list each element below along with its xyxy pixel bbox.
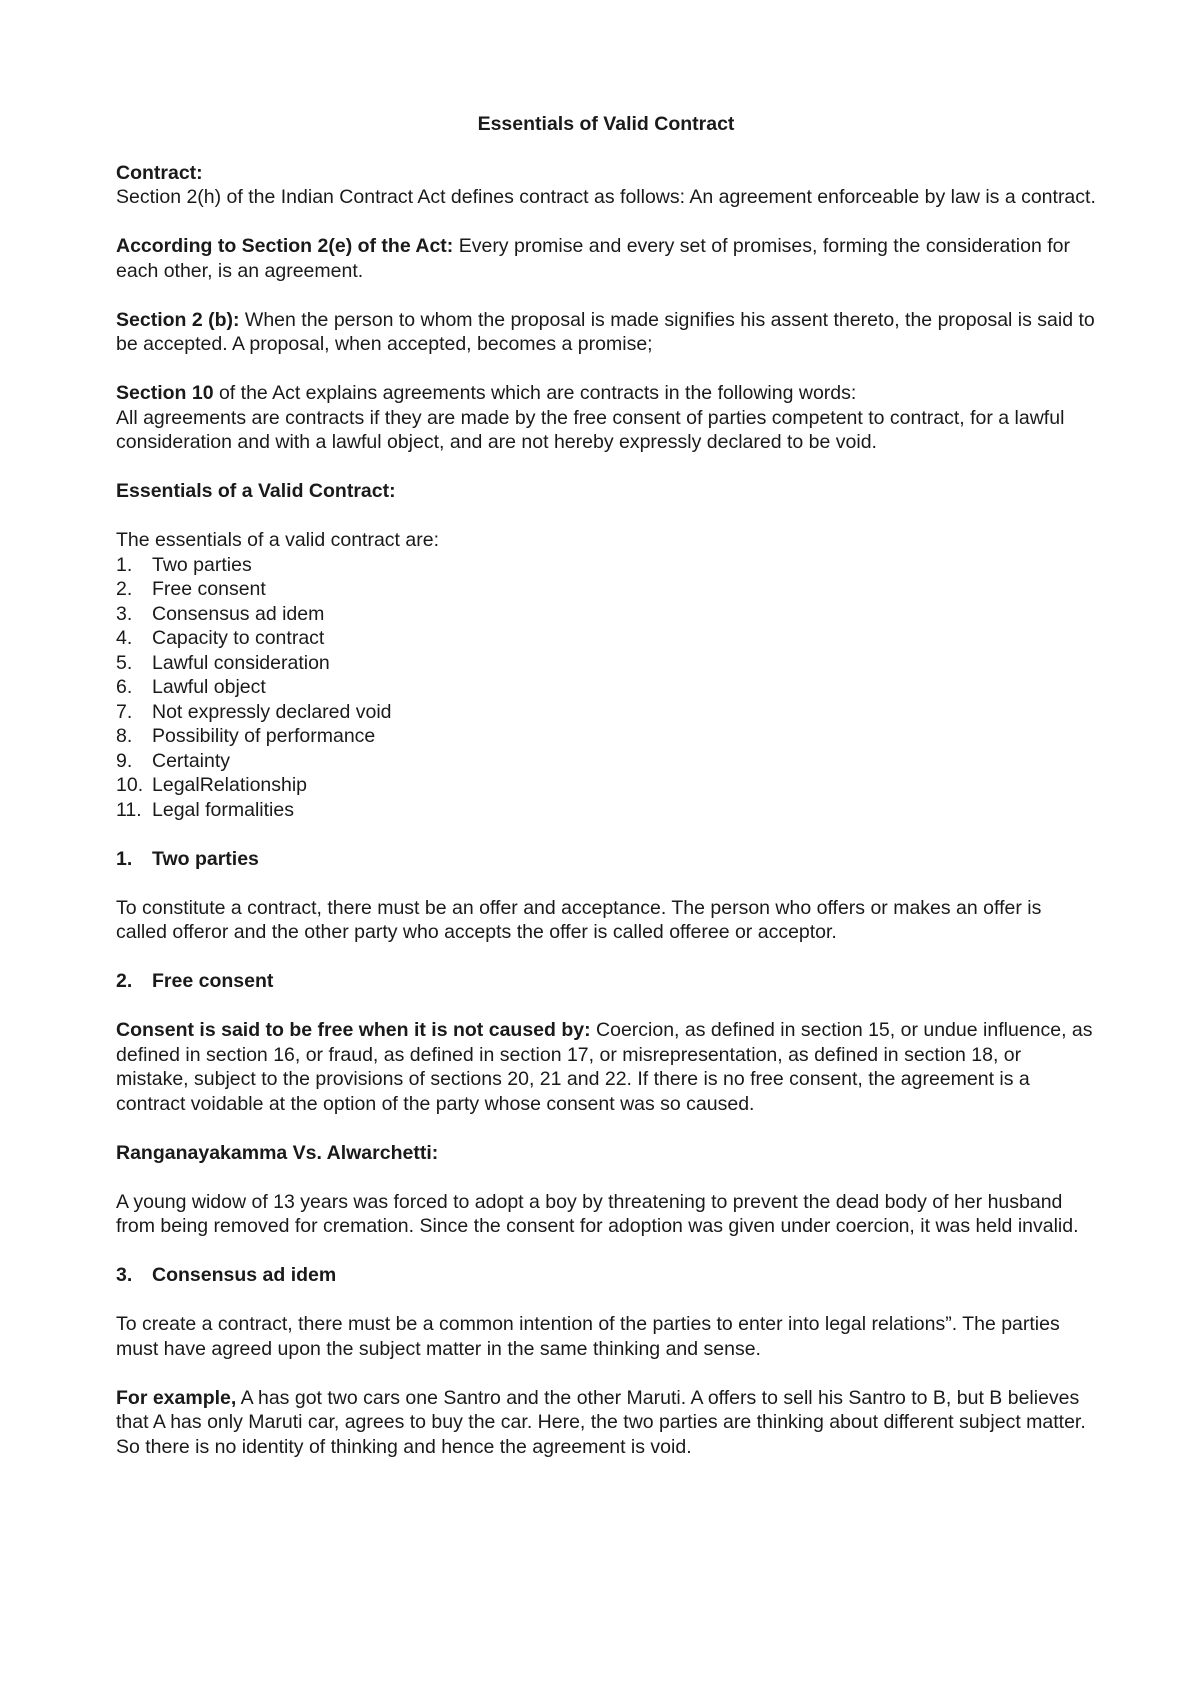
section-title: Consensus ad idem [152, 1264, 337, 1286]
list-item-label: Two parties [152, 553, 252, 576]
list-item [116, 577, 1096, 602]
list-item [116, 749, 1096, 774]
list-item-number: 5. [116, 651, 133, 674]
list-item-label: Lawful object [152, 676, 266, 698]
list-item [116, 724, 1096, 749]
section-title: Two parties [152, 847, 259, 870]
list-item-label: LegalRelationship [152, 774, 308, 796]
case-text: A young widow of 13 years was forced to adopt a boy by threatening to prevent the dead body of her husband from being removed for cremation. Since the consent for adoption was given under coercion, it was held invalid. [116, 1190, 1079, 1237]
document-title: Essentials of Valid Contract [477, 113, 735, 135]
section-2e-paragraph [116, 234, 1096, 283]
contract-heading: Contract: [116, 161, 203, 184]
list-item [116, 626, 1096, 651]
list-item-label: Certainty [152, 749, 231, 772]
list-item [116, 798, 1096, 823]
list-item-label: Legal formalities [152, 798, 294, 821]
document-page [116, 112, 1096, 1484]
list-item-label: Consensus ad idem [152, 602, 325, 625]
list-item-number: 2. [116, 578, 133, 600]
free-consent-paragraph [116, 1018, 1096, 1116]
list-item-number: 6. [116, 676, 133, 698]
list-item-number: 3. [116, 602, 133, 625]
list-item-label: Free consent [152, 578, 266, 600]
section-title: Free consent [152, 970, 274, 992]
essentials-intro: The essentials of a valid contract are: [116, 529, 439, 551]
section-10-lead: Section 10 [116, 382, 214, 404]
list-item-label: Capacity to contract [152, 627, 325, 649]
list-item [116, 602, 1096, 627]
example-lead: For example, [116, 1386, 237, 1409]
list-item-number: 1. [116, 553, 133, 576]
list-item [116, 651, 1096, 676]
list-item-number: 11. [116, 798, 142, 821]
consensus-text: To create a contract, there must be a common intention of the parties to enter into legal relations”. The parties must have agreed upon the subject matter in the same thinking and sense. [116, 1313, 1060, 1360]
section-10-text2: All agreements are contracts if they are made by the free consent of parties competent to contract, for a lawful consideration and with a lawful object, and are not hereby expressly declared to be void. [116, 406, 1065, 453]
list-item [116, 700, 1096, 725]
section-2b-paragraph [116, 308, 1096, 357]
consensus-heading [116, 1263, 1096, 1288]
essentials-list [116, 553, 1096, 823]
list-item [116, 553, 1096, 578]
list-item [116, 773, 1096, 798]
free-consent-text: Coercion, as defined in section 15, or undue influence, as defined in section 16, or fraud, as defined in section 17, or misrepresentation, as defined in section 18, or mistake, subject to the provisions of sections 20, 21 and 22. If there is no free consent, the agreement is a contract voidable at the option of the party whose consent was so caused. [116, 1019, 1093, 1115]
section-10-text: of the Act explains agreements which are contracts in the following words: [213, 382, 857, 404]
free-consent-heading [116, 969, 1096, 994]
list-item-number: 8. [116, 725, 133, 747]
section-number: 3. [116, 1264, 133, 1286]
contract-text: Section 2(h) of the Indian Contract Act defines contract as follows: An agreement enforceable by law is a contract. [116, 186, 1096, 208]
consensus-example [116, 1386, 1096, 1460]
list-item-label: Not expressly declared void [152, 700, 392, 723]
list-item-number: 4. [116, 627, 133, 649]
contract-definition [116, 161, 1096, 210]
section-2b-lead: Section 2 (b): [116, 308, 240, 331]
list-item [116, 675, 1096, 700]
section-number: 2. [116, 970, 133, 992]
case-heading: Ranganayakamma Vs. Alwarchetti: [116, 1141, 439, 1164]
list-item-number: 7. [116, 700, 133, 723]
list-item-label: Lawful consideration [152, 651, 330, 674]
two-parties-heading [116, 847, 1096, 872]
two-parties-text: To constitute a contract, there must be an offer and acceptance. The person who offers or makes an offer is called offeror and the other party who accepts the offer is called offeree or acceptor. [116, 896, 1042, 943]
section-2e-text: Every promise and every set of promises, forming the consideration for each other, is an agreement. [116, 235, 1070, 282]
list-item-label: Possibility of performance [152, 725, 376, 747]
free-consent-lead: Consent is said to be free when it is not caused by: [116, 1019, 591, 1041]
section-10-paragraph [116, 381, 1096, 455]
list-item-number: 10. [116, 774, 144, 796]
section-2e-lead: According to Section 2(e) of the Act: [116, 235, 454, 257]
list-item-number: 9. [116, 749, 133, 772]
essentials-heading: Essentials of a Valid Contract: [116, 480, 396, 502]
section-number: 1. [116, 847, 133, 870]
example-text: A has got two cars one Santro and the other Maruti. A offers to sell his Santro to B, but B believes that A has only Maruti car, agrees to buy the car. Here, the two parties are thinking about different subject matter. So there is no identity of thinking and hence the agreement is void. [116, 1386, 1086, 1458]
section-2b-text: When the person to whom the proposal is made signifies his assent thereto, the proposal is said to be accepted. A proposal, when accepted, becomes a promise; [116, 308, 1095, 355]
